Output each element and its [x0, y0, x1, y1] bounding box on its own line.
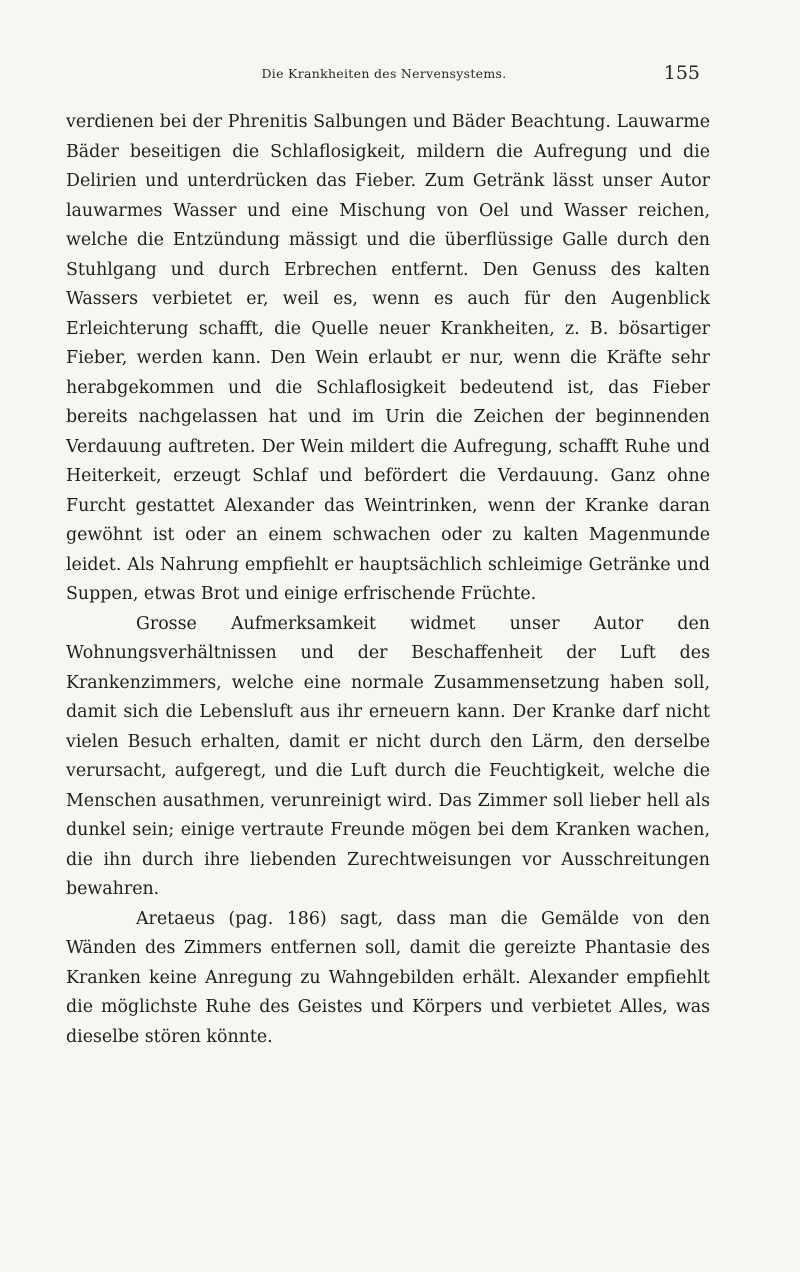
page-number: 155 [663, 62, 700, 84]
body-text [66, 108, 710, 1052]
paragraph-3: Aretaeus (pag. 186) sagt, dass man die Gemälde von den Wänden des Zimmers entfernen soll, damit die gereizte Phantasie des Kranken keine Anregung zu Wahngebilden erhält. Alexander empfiehlt die möglichste Ruhe des Geistes und Körpers und verbietet Alles, was dieselbe stören könnte. [66, 908, 710, 1047]
paragraph-2: Grosse Aufmerksamkeit widmet unser Autor den Wohnungsverhältnissen und der Beschaffenheit der Luft des Krankenzimmers, welche eine normale Zusammensetzung haben soll, damit sich die Lebensluft aus ihr erneuern kann. Der Kranke darf nicht vielen Besuch erhalten, damit er nicht durch den Lärm, den derselbe verursacht, aufgeregt, und die Luft durch die Feuchtigkeit, welche die Menschen ausathmen, verunreinigt wird. Das Zimmer soll lieber hell als dunkel sein; einige vertraute Freunde mögen bei dem Kranken wachen, die ihn durch ihre liebenden Zurechtweisungen vor Ausschreitungen bewahren. [66, 613, 710, 899]
paragraph-1: verdienen bei der Phrenitis Salbungen und Bäder Beachtung. Lauwarme Bäder beseitigen die Schlaflosigkeit, mildern die Aufregung und die Delirien und unterdrücken das Fieber. Zum Getränk lässt unser Autor lauwarmes Wasser und eine Mischung von Oel und Wasser reichen, welche die Entzündung mässigt und die überflüssige Galle durch den Stuhlgang und durch Erbrechen entfernt. Den Genuss des kalten Wassers verbietet er, weil es, wenn es auch für den Augenblick Erleichterung schafft, die Quelle neuer Krankheiten, z. B. bösartiger Fieber, werden kann. Den Wein erlaubt er nur, wenn die Kräfte sehr herabgekommen und die Schlaflosigkeit bedeutend ist, das Fieber bereits nachgelassen hat und im Urin die Zeichen der beginnenden Verdauung auftreten. Der Wein mildert die Aufregung, schafft Ruhe und Heiterkeit, erzeugt Schlaf und befördert die Verdauung. Ganz ohne Furcht gestattet Alexander das Weintrinken, wenn der Kranke daran gewöhnt ist oder an einem schwachen oder zu kalten Magenmunde leidet. Als Nahrung empfiehlt er hauptsächlich schleimige Getränke und Suppen, etwas Brot und einige erfrischende Früchte. [66, 112, 710, 604]
running-title: Die Krankheiten des Nervensystems. [261, 66, 507, 81]
running-header [68, 62, 700, 86]
